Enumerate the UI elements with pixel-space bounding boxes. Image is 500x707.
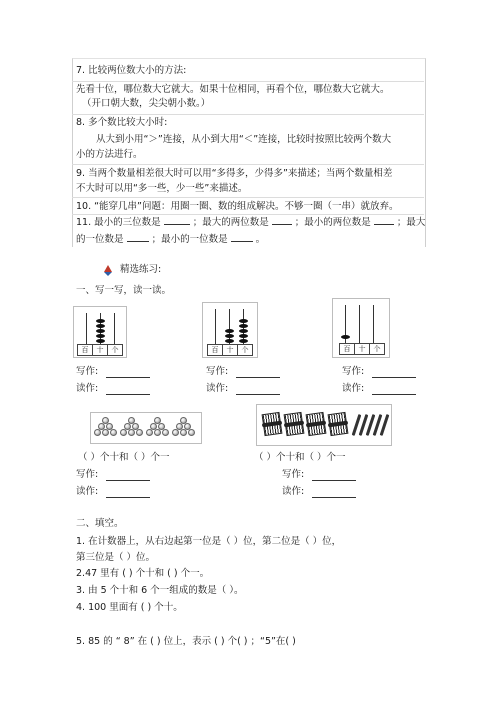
item10: 10. “能穿几串”问题：用圈一圈、数的组成解决。不够一圈（一串）就放弃。 <box>76 201 399 212</box>
abacus-rod <box>373 305 374 343</box>
ball-icon <box>102 429 109 436</box>
abacus-bead <box>225 334 234 338</box>
bundle-icon <box>284 412 305 436</box>
answer-blank[interactable] <box>127 241 149 242</box>
ball-icon <box>136 429 143 436</box>
read-blank[interactable] <box>236 394 280 395</box>
abacus-bead <box>239 339 248 343</box>
ball-icon <box>154 429 161 436</box>
ball-icon <box>110 429 117 436</box>
abacus-rod <box>86 313 87 345</box>
bundle-icon <box>306 412 327 436</box>
write-label: 写作: <box>206 366 229 377</box>
abacus-1 <box>73 306 127 358</box>
bundle-icon <box>328 412 349 436</box>
diamond-icon <box>104 265 112 272</box>
ball-icon <box>162 429 169 436</box>
abacus-bead <box>239 334 248 338</box>
write-label: 写作: <box>282 469 305 480</box>
read-blank[interactable] <box>372 394 416 395</box>
read-blank[interactable] <box>106 497 150 498</box>
notes-divider <box>72 197 424 198</box>
write-blank[interactable] <box>312 480 356 481</box>
section2-title: 二、填空。 <box>76 518 124 529</box>
tens-ones-prompt: （ ）个十和（ ）个一 <box>254 452 346 463</box>
abacus-bead <box>96 334 105 338</box>
item8-line2: 小的方法进行。 <box>76 149 143 160</box>
ball-icon <box>94 429 101 436</box>
place-label-row: 百 十 个 <box>77 344 123 356</box>
write-blank[interactable] <box>106 480 150 481</box>
abacus-bead <box>96 324 105 328</box>
write-blank[interactable] <box>106 377 150 378</box>
abacus-2 <box>202 302 258 358</box>
question-5: 5. 85 的 “ 8” 在 ( ) 位上，表示 ( ) 个( ) ；“5”在( ) <box>76 636 296 647</box>
notes-divider <box>72 114 424 115</box>
write-blank[interactable] <box>372 377 416 378</box>
read-blank[interactable] <box>312 497 356 498</box>
bundle-icon <box>262 412 283 436</box>
write-label: 写作: <box>342 366 365 377</box>
question-3: 3. 由 5 个十和 6 个一组成的数是（ ）。 <box>76 585 244 596</box>
place-label-row: 百 十 个 <box>207 344 253 356</box>
abacus-bead <box>239 329 248 333</box>
abacus-bead <box>239 319 248 323</box>
question-2: 2.47 里有 ( ) 个十和 ( ) 个一。 <box>76 568 210 579</box>
abacus-3 <box>332 298 390 358</box>
answer-blank[interactable] <box>231 241 253 242</box>
place-label-row: 百 十 个 <box>339 343 385 355</box>
notes-divider <box>72 214 424 215</box>
notes-divider <box>72 81 424 82</box>
answer-blank[interactable] <box>374 224 394 225</box>
answer-blank[interactable] <box>164 224 190 225</box>
write-label: 写作: <box>76 366 99 377</box>
notes-divider <box>72 164 424 165</box>
abacus-bead <box>96 319 105 323</box>
question-1-line1: 1. 在计数器上，从右边起第一位是（ ）位，第二位是（ ）位， <box>76 536 342 547</box>
abacus-bead <box>225 329 234 333</box>
ball-icon <box>146 429 153 436</box>
read-label: 读作: <box>282 486 305 497</box>
question-1-line2: 第三位是（ ）位。 <box>76 552 156 563</box>
ball-icon <box>172 429 179 436</box>
item8-line1: 从大到小用“＞”连接，从小到大用“＜”连接，比较时按照比较两个数大 <box>96 134 392 145</box>
abacus-rod <box>359 305 360 343</box>
abacus-bead <box>341 335 350 339</box>
write-label: 写作: <box>76 469 99 480</box>
read-label: 读作: <box>76 486 99 497</box>
item7-line1: 先看十位，哪位数大它就大。如果十位相同，再看个位，哪位数大它就大。 <box>76 84 390 95</box>
write-blank[interactable] <box>236 377 280 378</box>
item7-title: 7. 比较两位数大小的方法: <box>76 65 187 76</box>
item8-title: 8. 多个数比较大小时: <box>76 117 168 128</box>
item9-line2: 不大时可以用“多一些，少一些”来描述。 <box>76 183 248 194</box>
read-label: 读作: <box>342 383 365 394</box>
item9-line1: 9. 当两个数量相差很大时可以用“多得多，少得多”来描述；当两个数量相差 <box>76 168 393 179</box>
ball-icon <box>188 429 195 436</box>
ball-icon <box>120 429 127 436</box>
abacus-bead <box>225 339 234 343</box>
item11-line1: 11. 最小的三位数是 ；最大的两位数是 ；最小的两位数是 ；最大 <box>76 217 426 228</box>
abacus-bead <box>96 329 105 333</box>
practice-header: 精选练习: <box>120 264 162 275</box>
abacus-bead <box>96 339 105 343</box>
read-label: 读作: <box>206 383 229 394</box>
ball-icon <box>128 429 135 436</box>
item11-line2: 的一位数是 ；最小的一位数是 。 <box>76 234 266 245</box>
read-blank[interactable] <box>106 394 150 395</box>
abacus-rod <box>215 309 216 345</box>
read-label: 读作: <box>76 383 99 394</box>
question-4: 4. 100 里面有 ( ) 个十。 <box>76 602 183 613</box>
ball-icon <box>180 429 187 436</box>
ball-triangles-image <box>90 412 202 444</box>
item7-line2: （开口朝大数，尖尖朝小数。） <box>82 98 211 109</box>
answer-blank[interactable] <box>272 224 292 225</box>
abacus-bead <box>239 324 248 328</box>
section1-title: 一、写一写，读一读。 <box>76 285 172 296</box>
stick-bundles-image <box>256 404 392 446</box>
diamond-icon-lower <box>104 272 112 276</box>
tens-ones-prompt: （ ）个十和（ ）个一 <box>78 452 170 463</box>
abacus-rod <box>114 313 115 345</box>
